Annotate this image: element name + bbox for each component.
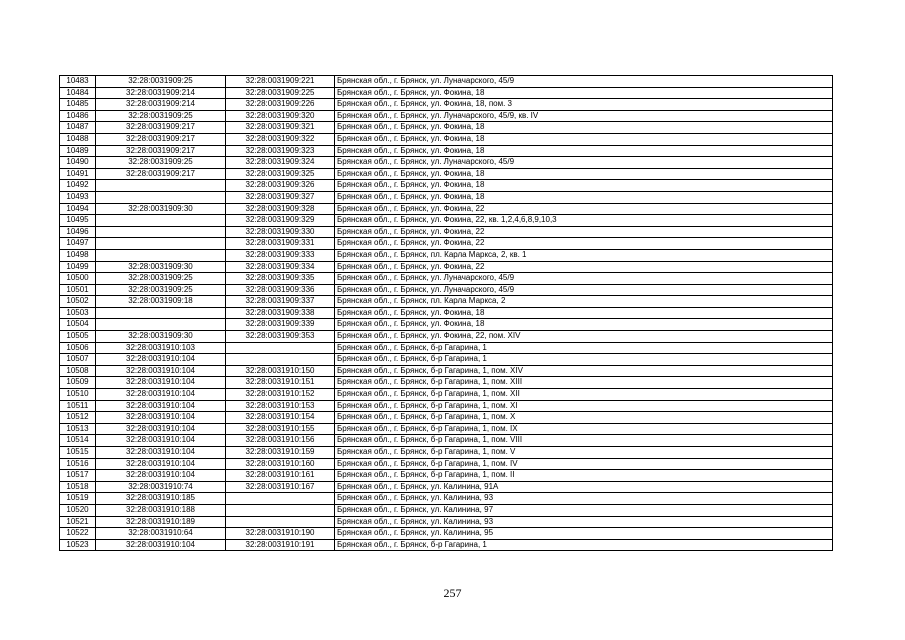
address-cell: Брянская обл., г. Брянск, ул. Фокина, 22 [335, 203, 833, 215]
address-cell: Брянская обл., г. Брянск, ул. Фокина, 18 [335, 180, 833, 192]
table-row [60, 273, 833, 285]
address-cell: Брянская обл., г. Брянск, ул. Луначарского, 45/9 [335, 157, 833, 169]
page-number: 257 [443, 586, 462, 600]
parcel-number-cell: 32:28:0031909:30 [96, 203, 226, 215]
object-number-cell: 32:28:0031909:331 [226, 238, 335, 250]
parcel-number-cell: 32:28:0031910:104 [96, 365, 226, 377]
address-cell: Брянская обл., г. Брянск, б-р Гагарина, 1, пом. V [335, 447, 833, 459]
object-number-cell: 32:28:0031910:151 [226, 377, 335, 389]
table-row [60, 145, 833, 157]
parcel-number-cell: 32:28:0031909:217 [96, 168, 226, 180]
register-table [59, 75, 833, 551]
row-number-cell: 10497 [60, 238, 96, 250]
table-row [60, 493, 833, 505]
table-row [60, 249, 833, 261]
row-number-cell: 10507 [60, 354, 96, 366]
row-number-cell: 10520 [60, 504, 96, 516]
row-number-cell: 10502 [60, 296, 96, 308]
row-number-cell: 10513 [60, 423, 96, 435]
address-cell: Брянская обл., г. Брянск, ул. Фокина, 22, кв. 1,2,4,6,8,9,10,3 [335, 215, 833, 227]
row-number-cell: 10518 [60, 481, 96, 493]
object-number-cell: 32:28:0031909:338 [226, 307, 335, 319]
table-row [60, 180, 833, 192]
address-cell: Брянская обл., г. Брянск, ул. Луначарского, 45/9, кв. IV [335, 110, 833, 122]
row-number-cell: 10491 [60, 168, 96, 180]
row-number-cell: 10508 [60, 365, 96, 377]
address-cell: Брянская обл., г. Брянск, ул. Калинина, 91А [335, 481, 833, 493]
address-cell: Брянская обл., г. Брянск, б-р Гагарина, 1 [335, 354, 833, 366]
object-number-cell: 32:28:0031909:339 [226, 319, 335, 331]
object-number-cell: 32:28:0031910:160 [226, 458, 335, 470]
table-row [60, 215, 833, 227]
object-number-cell: 32:28:0031909:324 [226, 157, 335, 169]
parcel-number-cell: 32:28:0031910:104 [96, 412, 226, 424]
address-cell: Брянская обл., г. Брянск, б-р Гагарина, 1, пом. IV [335, 458, 833, 470]
object-number-cell: 32:28:0031909:326 [226, 180, 335, 192]
row-number-cell: 10523 [60, 539, 96, 551]
table-row [60, 342, 833, 354]
object-number-cell: 32:28:0031909:330 [226, 226, 335, 238]
address-cell: Брянская обл., г. Брянск, ул. Фокина, 22 [335, 261, 833, 273]
address-cell: Брянская обл., г. Брянск, ул. Фокина, 18 [335, 145, 833, 157]
table-row [60, 226, 833, 238]
table-row [60, 168, 833, 180]
address-cell: Брянская обл., г. Брянск, ул. Калинина, 93 [335, 493, 833, 505]
address-cell: Брянская обл., г. Брянск, б-р Гагарина, 1 [335, 539, 833, 551]
parcel-number-cell: 32:28:0031909:30 [96, 331, 226, 343]
address-cell: Брянская обл., г. Брянск, б-р Гагарина, 1, пом. XI [335, 400, 833, 412]
parcel-number-cell: 32:28:0031910:104 [96, 458, 226, 470]
address-cell: Брянская обл., г. Брянск, б-р Гагарина, 1, пом. VIII [335, 435, 833, 447]
table-row [60, 481, 833, 493]
parcel-number-cell: 32:28:0031909:217 [96, 133, 226, 145]
parcel-number-cell [96, 191, 226, 203]
object-number-cell: 32:28:0031909:226 [226, 99, 335, 111]
object-number-cell: 32:28:0031910:153 [226, 400, 335, 412]
table-row [60, 307, 833, 319]
row-number-cell: 10490 [60, 157, 96, 169]
object-number-cell: 32:28:0031910:152 [226, 389, 335, 401]
table-row [60, 528, 833, 540]
parcel-number-cell: 32:28:0031910:104 [96, 447, 226, 459]
row-number-cell: 10496 [60, 226, 96, 238]
address-cell: Брянская обл., г. Брянск, ул. Фокина, 18 [335, 307, 833, 319]
object-number-cell: 32:28:0031910:156 [226, 435, 335, 447]
address-cell: Брянская обл., г. Брянск, б-р Гагарина, 1, пом. XII [335, 389, 833, 401]
table-row [60, 470, 833, 482]
object-number-cell: 32:28:0031909:323 [226, 145, 335, 157]
table-row [60, 354, 833, 366]
row-number-cell: 10493 [60, 191, 96, 203]
table-row [60, 365, 833, 377]
row-number-cell: 10506 [60, 342, 96, 354]
address-cell: Брянская обл., г. Брянск, ул. Калинина, 93 [335, 516, 833, 528]
parcel-number-cell: 32:28:0031910:104 [96, 470, 226, 482]
address-cell: Брянская обл., г. Брянск, пл. Карла Маркса, 2, кв. 1 [335, 249, 833, 261]
row-number-cell: 10488 [60, 133, 96, 145]
row-number-cell: 10517 [60, 470, 96, 482]
table-row [60, 377, 833, 389]
object-number-cell: 32:28:0031909:335 [226, 273, 335, 285]
table-row [60, 76, 833, 88]
table-row [60, 447, 833, 459]
address-cell: Брянская обл., г. Брянск, ул. Фокина, 18 [335, 87, 833, 99]
object-number-cell: 32:28:0031910:161 [226, 470, 335, 482]
address-cell: Брянская обл., г. Брянск, б-р Гагарина, 1, пом. X [335, 412, 833, 424]
address-cell: Брянская обл., г. Брянск, ул. Фокина, 22 [335, 238, 833, 250]
parcel-number-cell: 32:28:0031910:185 [96, 493, 226, 505]
table-row [60, 389, 833, 401]
row-number-cell: 10489 [60, 145, 96, 157]
object-number-cell [226, 354, 335, 366]
parcel-number-cell: 32:28:0031909:25 [96, 157, 226, 169]
object-number-cell: 32:28:0031910:167 [226, 481, 335, 493]
object-number-cell [226, 504, 335, 516]
address-cell: Брянская обл., г. Брянск, б-р Гагарина, 1, пом. II [335, 470, 833, 482]
object-number-cell: 32:28:0031909:334 [226, 261, 335, 273]
table-row [60, 157, 833, 169]
object-number-cell: 32:28:0031910:154 [226, 412, 335, 424]
parcel-number-cell [96, 238, 226, 250]
parcel-number-cell: 32:28:0031909:217 [96, 122, 226, 134]
parcel-number-cell [96, 215, 226, 227]
row-number-cell: 10484 [60, 87, 96, 99]
row-number-cell: 10495 [60, 215, 96, 227]
address-cell: Брянская обл., г. Брянск, ул. Луначарского, 45/9 [335, 273, 833, 285]
object-number-cell: 32:28:0031909:225 [226, 87, 335, 99]
row-number-cell: 10485 [60, 99, 96, 111]
parcel-number-cell: 32:28:0031909:25 [96, 284, 226, 296]
table-row [60, 203, 833, 215]
address-cell: Брянская обл., г. Брянск, ул. Фокина, 18 [335, 191, 833, 203]
table-row [60, 191, 833, 203]
row-number-cell: 10521 [60, 516, 96, 528]
table-row [60, 238, 833, 250]
row-number-cell: 10504 [60, 319, 96, 331]
table-row [60, 87, 833, 99]
object-number-cell: 32:28:0031910:191 [226, 539, 335, 551]
parcel-number-cell: 32:28:0031909:30 [96, 261, 226, 273]
object-number-cell: 32:28:0031909:320 [226, 110, 335, 122]
address-cell: Брянская обл., г. Брянск, ул. Калинина, 95 [335, 528, 833, 540]
address-cell: Брянская обл., г. Брянск, ул. Фокина, 18 [335, 168, 833, 180]
parcel-number-cell: 32:28:0031910:64 [96, 528, 226, 540]
parcel-number-cell: 32:28:0031910:104 [96, 539, 226, 551]
row-number-cell: 10511 [60, 400, 96, 412]
row-number-cell: 10492 [60, 180, 96, 192]
object-number-cell [226, 516, 335, 528]
parcel-number-cell [96, 319, 226, 331]
table-row [60, 412, 833, 424]
parcel-number-cell: 32:28:0031910:104 [96, 435, 226, 447]
row-number-cell: 10516 [60, 458, 96, 470]
parcel-number-cell: 32:28:0031909:214 [96, 87, 226, 99]
table-row [60, 504, 833, 516]
object-number-cell: 32:28:0031910:159 [226, 447, 335, 459]
object-number-cell: 32:28:0031910:155 [226, 423, 335, 435]
object-number-cell: 32:28:0031909:337 [226, 296, 335, 308]
address-cell: Брянская обл., г. Брянск, б-р Гагарина, 1, пом. IX [335, 423, 833, 435]
register-table-body [60, 76, 833, 551]
object-number-cell: 32:28:0031910:190 [226, 528, 335, 540]
parcel-number-cell: 32:28:0031909:18 [96, 296, 226, 308]
row-number-cell: 10509 [60, 377, 96, 389]
parcel-number-cell [96, 226, 226, 238]
row-number-cell: 10498 [60, 249, 96, 261]
parcel-number-cell: 32:28:0031909:25 [96, 273, 226, 285]
address-cell: Брянская обл., г. Брянск, б-р Гагарина, 1 [335, 342, 833, 354]
table-row [60, 284, 833, 296]
table-row [60, 319, 833, 331]
address-cell: Брянская обл., г. Брянск, ул. Фокина, 18 [335, 122, 833, 134]
parcel-number-cell: 32:28:0031909:25 [96, 110, 226, 122]
row-number-cell: 10510 [60, 389, 96, 401]
row-number-cell: 10501 [60, 284, 96, 296]
table-row [60, 458, 833, 470]
row-number-cell: 10505 [60, 331, 96, 343]
object-number-cell: 32:28:0031909:333 [226, 249, 335, 261]
parcel-number-cell: 32:28:0031910:188 [96, 504, 226, 516]
table-row [60, 516, 833, 528]
parcel-number-cell: 32:28:0031910:104 [96, 354, 226, 366]
parcel-number-cell: 32:28:0031910:103 [96, 342, 226, 354]
row-number-cell: 10515 [60, 447, 96, 459]
table-row [60, 296, 833, 308]
table-row [60, 261, 833, 273]
object-number-cell: 32:28:0031909:327 [226, 191, 335, 203]
table-row [60, 400, 833, 412]
address-cell: Брянская обл., г. Брянск, б-р Гагарина, 1, пом. XIII [335, 377, 833, 389]
parcel-number-cell: 32:28:0031910:104 [96, 377, 226, 389]
parcel-number-cell: 32:28:0031910:74 [96, 481, 226, 493]
object-number-cell [226, 493, 335, 505]
address-cell: Брянская обл., г. Брянск, б-р Гагарина, 1, пом. XIV [335, 365, 833, 377]
row-number-cell: 10494 [60, 203, 96, 215]
address-cell: Брянская обл., г. Брянск, ул. Фокина, 22 [335, 226, 833, 238]
object-number-cell: 32:28:0031909:221 [226, 76, 335, 88]
parcel-number-cell [96, 249, 226, 261]
object-number-cell: 32:28:0031909:325 [226, 168, 335, 180]
parcel-number-cell: 32:28:0031910:104 [96, 389, 226, 401]
row-number-cell: 10499 [60, 261, 96, 273]
address-cell: Брянская обл., г. Брянск, ул. Луначарского, 45/9 [335, 76, 833, 88]
table-row [60, 110, 833, 122]
row-number-cell: 10514 [60, 435, 96, 447]
address-cell: Брянская обл., г. Брянск, пл. Карла Маркса, 2 [335, 296, 833, 308]
table-row [60, 331, 833, 343]
row-number-cell: 10483 [60, 76, 96, 88]
address-cell: Брянская обл., г. Брянск, ул. Луначарского, 45/9 [335, 284, 833, 296]
parcel-number-cell: 32:28:0031910:104 [96, 423, 226, 435]
table-row [60, 423, 833, 435]
parcel-number-cell: 32:28:0031910:104 [96, 400, 226, 412]
address-cell: Брянская обл., г. Брянск, ул. Фокина, 18, пом. 3 [335, 99, 833, 111]
row-number-cell: 10512 [60, 412, 96, 424]
row-number-cell: 10503 [60, 307, 96, 319]
row-number-cell: 10519 [60, 493, 96, 505]
object-number-cell: 32:28:0031909:336 [226, 284, 335, 296]
object-number-cell: 32:28:0031909:353 [226, 331, 335, 343]
object-number-cell [226, 342, 335, 354]
table-row [60, 539, 833, 551]
object-number-cell: 32:28:0031909:321 [226, 122, 335, 134]
table-row [60, 99, 833, 111]
parcel-number-cell: 32:28:0031910:189 [96, 516, 226, 528]
parcel-number-cell [96, 180, 226, 192]
table-row [60, 133, 833, 145]
address-cell: Брянская обл., г. Брянск, ул. Фокина, 18 [335, 319, 833, 331]
address-cell: Брянская обл., г. Брянск, ул. Калинина, 97 [335, 504, 833, 516]
row-number-cell: 10487 [60, 122, 96, 134]
address-cell: Брянская обл., г. Брянск, ул. Фокина, 18 [335, 133, 833, 145]
row-number-cell: 10522 [60, 528, 96, 540]
object-number-cell: 32:28:0031909:329 [226, 215, 335, 227]
table-row [60, 435, 833, 447]
row-number-cell: 10486 [60, 110, 96, 122]
parcel-number-cell: 32:28:0031909:214 [96, 99, 226, 111]
table-row [60, 122, 833, 134]
row-number-cell: 10500 [60, 273, 96, 285]
object-number-cell: 32:28:0031909:328 [226, 203, 335, 215]
parcel-number-cell: 32:28:0031909:217 [96, 145, 226, 157]
parcel-number-cell [96, 307, 226, 319]
address-cell: Брянская обл., г. Брянск, ул. Фокина, 22, пом. XIV [335, 331, 833, 343]
object-number-cell: 32:28:0031910:150 [226, 365, 335, 377]
object-number-cell: 32:28:0031909:322 [226, 133, 335, 145]
parcel-number-cell: 32:28:0031909:25 [96, 76, 226, 88]
